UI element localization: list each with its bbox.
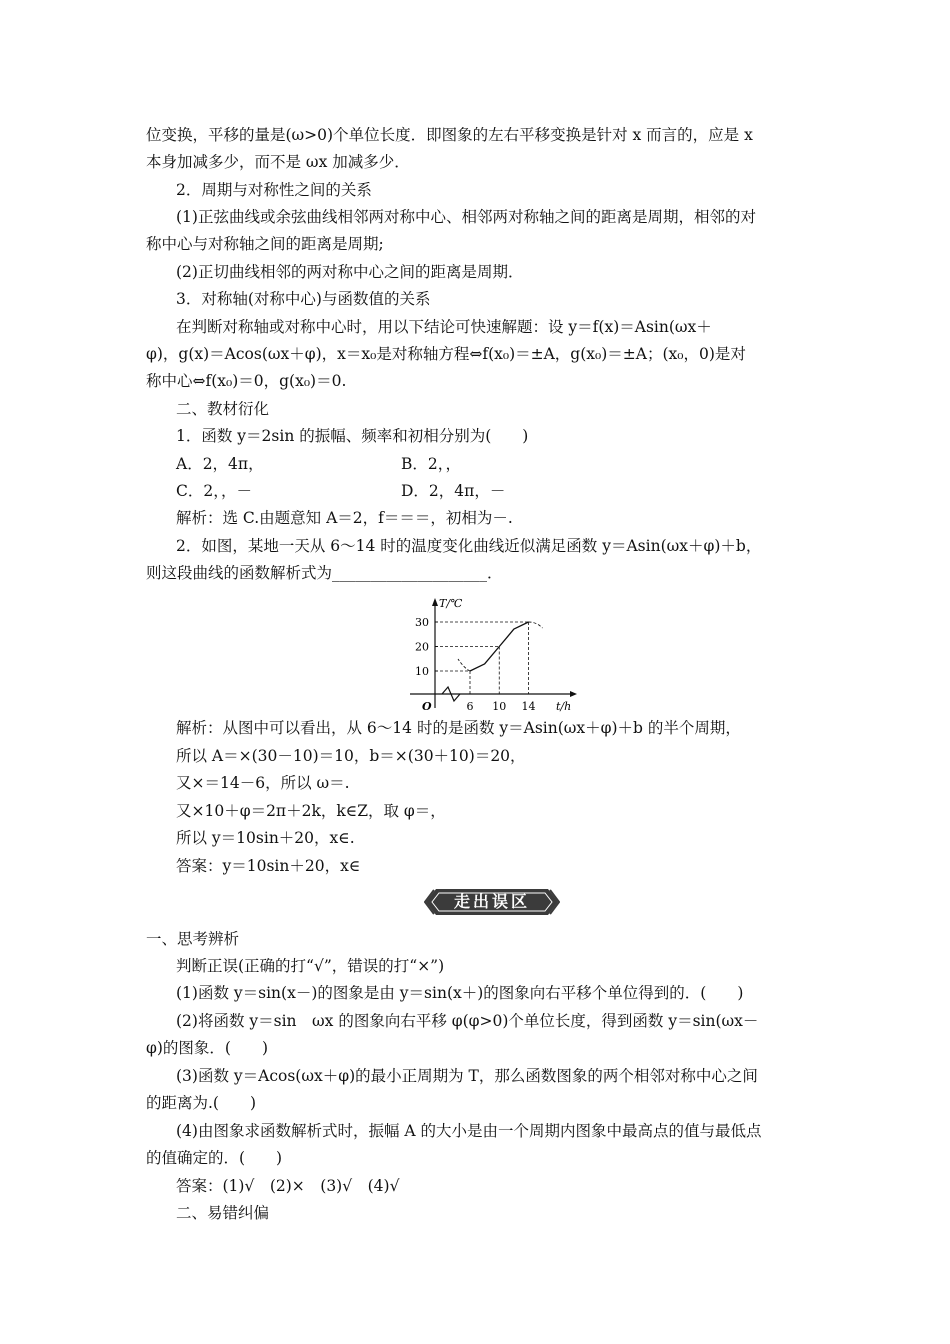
temperature-curve-chart (400, 590, 580, 715)
y-tick-label: 10 (415, 665, 429, 678)
option-d: D．2，4π，－ (401, 482, 506, 500)
text-line: φ)，g(x)＝Acos(ωx＋φ)，x＝x₀是对称轴方程⇔f(x₀)＝±A，g(x₀)＝±A；(x₀，0)是对 (146, 345, 746, 363)
text-line: φ)的图象．( ) (146, 1039, 268, 1057)
curve-extension-right (529, 622, 543, 628)
item-2: (2)将函数 y＝sin ωx 的图象向右平移 φ(φ>0)个单位长度，得到函数 y＝sin(ωx－ (176, 1012, 759, 1030)
answer-2: 答案：y＝10sin＋20，x∈ (176, 857, 361, 875)
answer-line: 答案：(1)√ (2)× (3)√ (4)√ (176, 1177, 400, 1195)
x-axis-label: t/h (556, 700, 572, 713)
text-line: 称中心⇔f(x₀)＝0，g(x₀)＝0. (146, 372, 347, 390)
banner-title: 走出误区 (453, 892, 530, 911)
text-line: 又×＝14－6，所以 ω＝. (176, 774, 350, 792)
section-heading: 二、易错纠偏 (176, 1204, 270, 1222)
item-1: (1)函数 y＝sin(x－)的图象是由 y＝sin(x＋)的图象向右平移个单位得到的．( ) (176, 984, 744, 1002)
text-line: 判断正误(正确的打“√”，错误的打“×”) (176, 957, 445, 975)
question-2: 2．如图，某地一天从 6～14 时的温度变化曲线近似满足函数 y＝Asin(ωx＋φ)＋b， (176, 537, 762, 555)
text-line: 在判断对称轴或对称中心时，用以下结论可快速解题：设 y＝f(x)＝Asin(ωx＋ (176, 318, 712, 336)
option-a: A．2，4π， (176, 455, 264, 473)
y-axis-arrow (432, 598, 438, 606)
text-line: 的距离为.( ) (146, 1094, 257, 1112)
solution-2: 解析：从图中可以看出，从 6～14 时的是函数 y＝Asin(ωx＋φ)＋b 的半个周期， (176, 719, 741, 737)
text-line: 所以 A＝×(30－10)＝10，b＝×(30＋10)＝20， (176, 747, 526, 765)
section-heading: 3．对称轴(对称中心)与函数值的关系 (176, 290, 431, 308)
section-heading: 二、教材衍化 (176, 400, 270, 418)
origin-label: O (422, 700, 432, 713)
text-line: (2)正切曲线相邻的两对称中心之间的距离是周期． (176, 263, 524, 281)
x-tick-label: 10 (492, 700, 507, 713)
text-line: 则这段曲线的函数解析式为____________________． (146, 564, 503, 582)
x-axis-arrow (570, 691, 577, 697)
text-line: 所以 y＝10sin＋20，x∈. (176, 829, 355, 847)
y-tick-label: 30 (415, 616, 429, 629)
option-b: B．2，， (401, 455, 462, 473)
text-line: 位变换，平移的量是(ω>0)个单位长度．即图象的左右平移变换是针对 x 而言的，应是 x (146, 126, 753, 144)
section-heading: 2．周期与对称性之间的关系 (176, 181, 372, 199)
item-4: (4)由图象求函数解析式时，振幅 A 的大小是由一个周期内图象中最高点的值与最低点 (176, 1122, 762, 1140)
text-line: 本身加减多少，而不是 ωx 加减多少． (146, 153, 410, 171)
y-tick-label: 20 (415, 640, 429, 654)
x-tick-label: 14 (521, 700, 536, 713)
text-line: (1)正弦曲线或余弦曲线相邻两对称中心、相邻两对称轴之间的距离是周期，相邻的对 (176, 208, 756, 226)
y-axis-label: T/℃ (439, 597, 463, 610)
item-3: (3)函数 y＝Acos(ωx＋φ)的最小正周期为 T，那么函数图象的两个相邻对称中心之间 (176, 1067, 758, 1085)
option-c: C．2，，－ (176, 482, 252, 500)
section-heading: 一、思考辨析 (146, 930, 240, 948)
text-line: 的值确定的．( ) (146, 1149, 283, 1167)
text-line: 又×10＋φ＝2π＋2k，k∈Z，取 φ＝， (176, 802, 446, 820)
question-1: 1．函数 y＝2sin 的振幅、频率和初相分别为( ) (176, 427, 529, 445)
curve-extension-left (458, 659, 470, 671)
solution-1: 解析：选 C.由题意知 A＝2，f＝＝＝，初相为－. (176, 509, 513, 527)
section-banner (424, 887, 560, 917)
text-line: 称中心与对称轴之间的距离是周期; (146, 235, 384, 253)
x-tick-label: 6 (466, 700, 474, 713)
